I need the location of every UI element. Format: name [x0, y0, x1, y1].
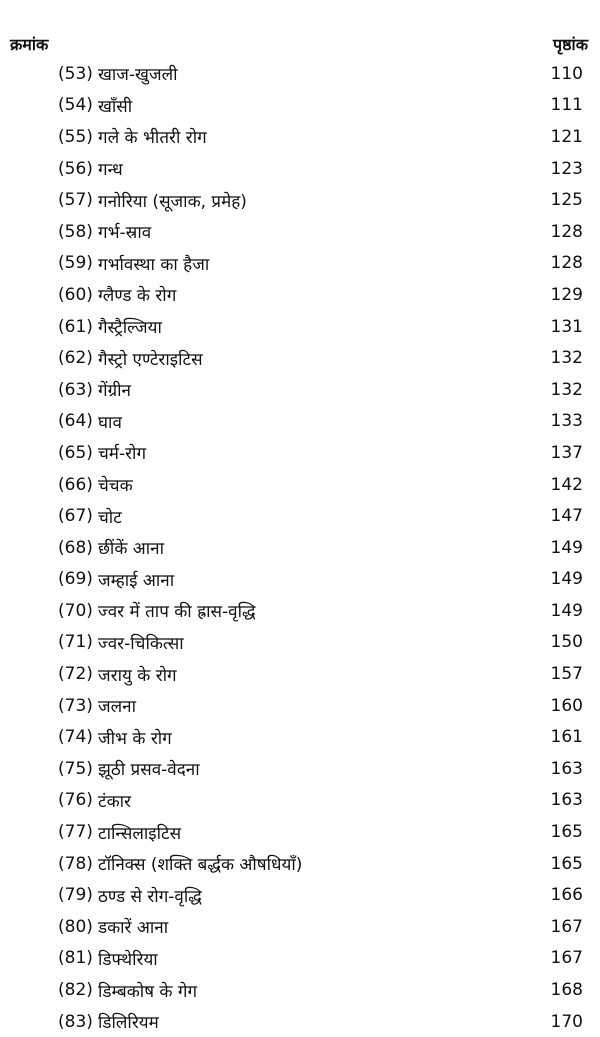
index-header: [10, 30, 588, 58]
entry-title: खाँसी: [98, 96, 133, 117]
index-row: [0, 785, 600, 817]
entry-page-number: 147: [550, 506, 583, 527]
index-row: [0, 406, 600, 438]
entry-number: (77): [58, 822, 93, 843]
index-row: [0, 279, 600, 311]
entry-title: चेचक: [98, 476, 133, 497]
entry-number: (61): [58, 316, 93, 337]
entry-title: डिम्बकोष के गेग: [98, 981, 198, 1002]
index-row: [0, 848, 600, 880]
index-list: [0, 58, 600, 1037]
entry-title: ज्वर में ताप की ह्रास-वृद्धि: [98, 602, 256, 623]
entry-page-number: 131: [550, 316, 583, 337]
entry-number: (74): [58, 727, 93, 748]
entry-title: चोट: [98, 507, 122, 528]
entry-number: (57): [58, 190, 93, 211]
entry-title: ज्वर-चिकित्सा: [98, 633, 184, 654]
entry-page-number: 167: [550, 916, 583, 937]
entry-page-number: 150: [550, 632, 583, 653]
entry-page-number: 165: [550, 853, 583, 874]
entry-page-number: 133: [550, 411, 583, 432]
entry-page-number: 168: [550, 980, 583, 1001]
index-row: [0, 753, 600, 785]
entry-number: (53): [58, 63, 93, 84]
entry-title: टान्सिलाइटिस: [98, 823, 182, 844]
entry-page-number: 160: [550, 695, 583, 716]
entry-number: (62): [58, 348, 93, 369]
entry-number: (58): [58, 221, 93, 242]
index-row: [0, 816, 600, 848]
entry-number: (54): [58, 95, 93, 116]
entry-title: डिलिरियम: [98, 1013, 159, 1034]
index-row: [0, 500, 600, 532]
index-row: [0, 564, 600, 596]
entry-number: (75): [58, 758, 93, 779]
entry-page-number: 132: [550, 348, 583, 369]
entry-page-number: 128: [550, 221, 583, 242]
entry-title: गन्ध: [98, 160, 123, 181]
entry-title: गैस्ट्रैल्जिया: [98, 318, 162, 339]
entry-title: गले के भीतरी रोग: [98, 128, 207, 149]
entry-number: (67): [58, 506, 93, 527]
entry-number: (59): [58, 253, 93, 274]
entry-page-number: 121: [550, 126, 583, 147]
index-row: [0, 121, 600, 153]
entry-page-number: 166: [550, 885, 583, 906]
entry-number: (65): [58, 442, 93, 463]
entry-page-number: 163: [550, 758, 583, 779]
entry-page-number: 149: [550, 569, 583, 590]
entry-number: (73): [58, 695, 93, 716]
entry-page-number: 132: [550, 379, 583, 400]
entry-number: (60): [58, 284, 93, 305]
entry-number: (82): [58, 980, 93, 1001]
index-row: [0, 342, 600, 374]
entry-page-number: 128: [550, 253, 583, 274]
entry-number: (69): [58, 569, 93, 590]
index-row: [0, 184, 600, 216]
entry-page-number: 125: [550, 190, 583, 211]
entry-page-number: 157: [550, 664, 583, 685]
entry-title: गर्भ-स्राव: [98, 223, 152, 244]
index-row: [0, 627, 600, 659]
index-row: [0, 153, 600, 185]
entry-page-number: 163: [550, 790, 583, 811]
index-row: [0, 595, 600, 627]
entry-number: (64): [58, 411, 93, 432]
entry-number: (83): [58, 1011, 93, 1032]
entry-title: जलना: [98, 697, 136, 718]
entry-number: (71): [58, 632, 93, 653]
index-row: [0, 879, 600, 911]
index-row: [0, 658, 600, 690]
entry-number: (78): [58, 853, 93, 874]
entry-page-number: 149: [550, 600, 583, 621]
entry-page-number: 111: [550, 95, 583, 116]
entry-number: (81): [58, 948, 93, 969]
serial-column-heading: क्रमांक: [10, 35, 49, 54]
entry-title: ग्लैण्ड के रोग: [98, 286, 177, 307]
entry-page-number: 110: [550, 63, 583, 84]
entry-number: (72): [58, 664, 93, 685]
index-row: [0, 721, 600, 753]
entry-title: टंकार: [98, 791, 131, 812]
index-row: [0, 532, 600, 564]
entry-page-number: 123: [550, 158, 583, 179]
entry-title: गेंग्रीन: [98, 381, 131, 402]
index-row: [0, 437, 600, 469]
index-row: [0, 974, 600, 1006]
entry-title: छींकें आना: [98, 539, 164, 560]
entry-page-number: 149: [550, 537, 583, 558]
index-row: [0, 469, 600, 501]
entry-title: घाव: [98, 412, 122, 433]
entry-title: जीभ के रोग: [98, 728, 172, 749]
index-row: [0, 90, 600, 122]
entry-number: (56): [58, 158, 93, 179]
entry-page-number: 165: [550, 822, 583, 843]
entry-number: (70): [58, 600, 93, 621]
entry-page-number: 142: [550, 474, 583, 495]
entry-title: डकारें आना: [98, 918, 169, 939]
entry-title: खाज-खुजली: [98, 65, 178, 86]
index-row: [0, 248, 600, 280]
entry-title: जम्हाई आना: [98, 570, 175, 591]
entry-number: (68): [58, 537, 93, 558]
index-row: [0, 374, 600, 406]
entry-number: (80): [58, 916, 93, 937]
index-row: [0, 216, 600, 248]
entry-title: गनोरिया (सूजाक, प्रमेह): [98, 191, 247, 212]
index-row: [0, 943, 600, 975]
entry-page-number: 161: [550, 727, 583, 748]
index-row: [0, 690, 600, 722]
entry-title: गर्भावस्था का हैजा: [98, 254, 210, 275]
entry-number: (63): [58, 379, 93, 400]
entry-title: जरायु के रोग: [98, 665, 177, 686]
entry-page-number: 137: [550, 442, 583, 463]
entry-number: (76): [58, 790, 93, 811]
entry-title: डिफ्थेरिया: [98, 949, 158, 970]
entry-number: (66): [58, 474, 93, 495]
entry-page-number: 129: [550, 284, 583, 305]
index-row: [0, 911, 600, 943]
entry-number: (55): [58, 126, 93, 147]
entry-page-number: 170: [550, 1011, 583, 1032]
entry-title: चर्म-रोग: [98, 444, 147, 465]
index-row: [0, 311, 600, 343]
page-column-heading: पृष्ठांक: [553, 35, 588, 54]
entry-title: गैस्ट्रो एण्टेराइटिस: [98, 349, 203, 370]
entry-title: ठण्ड से रोग-वृद्धि: [98, 886, 202, 907]
entry-number: (79): [58, 885, 93, 906]
entry-page-number: 167: [550, 948, 583, 969]
entry-title: झूठी प्रसव-वेदना: [98, 760, 200, 781]
entry-title: टॉनिक्स (शक्ति बर्द्धक औषधियाँ): [98, 855, 303, 876]
index-row: [0, 1006, 600, 1037]
index-row: [0, 58, 600, 90]
